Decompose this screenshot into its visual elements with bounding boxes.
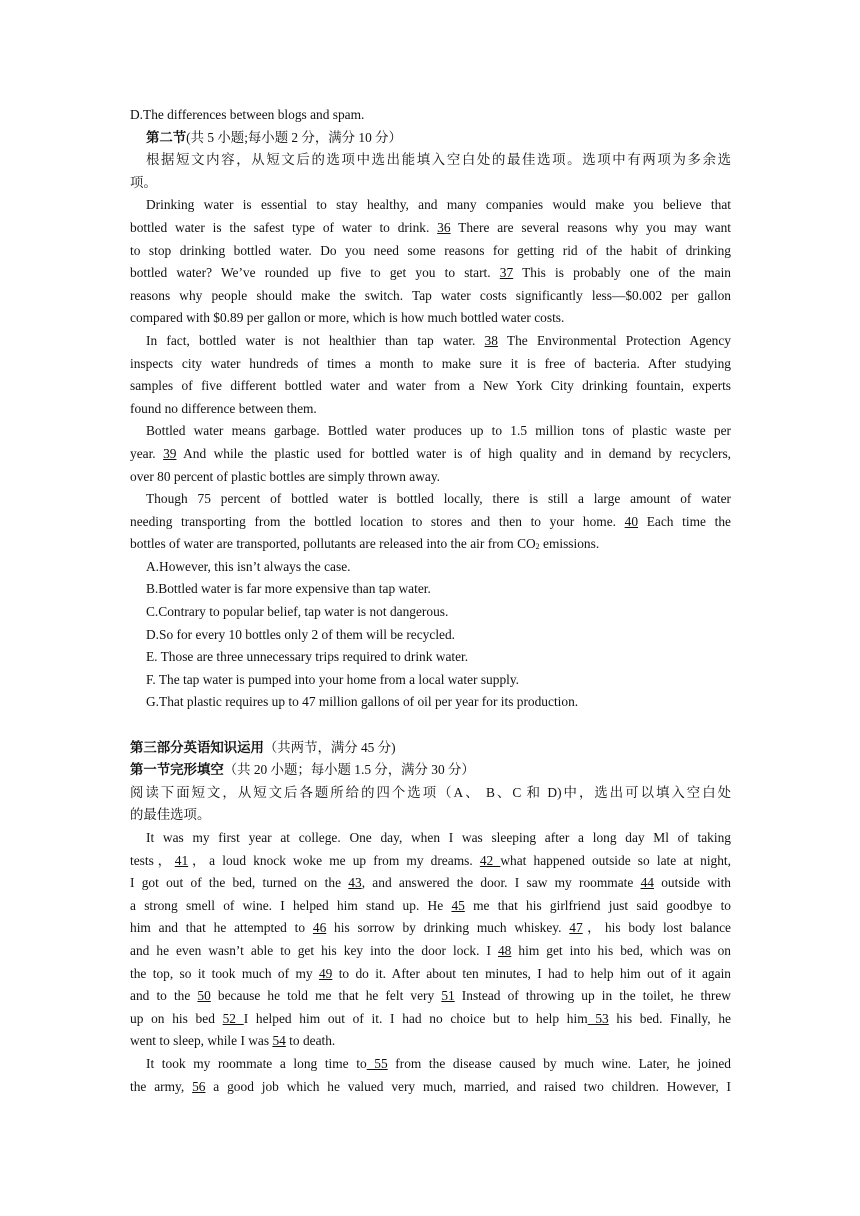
answer-option: G.That plastic requires up to 47 million gallons of oil per year for its production.	[146, 694, 579, 710]
section2-instruction-line2: 项。	[130, 174, 157, 190]
passage-text: I got out of the bed, turned on the	[130, 875, 349, 891]
passage-line	[130, 285, 731, 308]
passage-line	[130, 1008, 731, 1031]
section2-passage-last-line	[130, 533, 731, 556]
passage-text: me that his girlfriend just said goodbye to	[464, 897, 731, 913]
passage-text: In fact, bottled water is not healthier than tap water.	[146, 332, 485, 348]
passage-text: bottled water is the safest type of water to drink.	[130, 219, 438, 235]
passage-line	[130, 330, 731, 353]
passage-line	[130, 307, 731, 330]
passage-line	[130, 262, 731, 285]
passage-text: samples of five different bottled water and water from a New York City drinking fountain, experts	[130, 378, 731, 394]
passage-text: over 80 percent of plastic bottles are simply thrown away.	[130, 468, 440, 484]
part3-instruction-line2: 的最佳选项。	[130, 807, 211, 823]
passage-line	[130, 353, 731, 376]
blank-number: 50	[197, 988, 211, 1004]
blank-number: 52	[222, 1010, 244, 1026]
answer-option: D.So for every 10 bottles only 2 of them will be recycled.	[146, 626, 456, 642]
passage-line	[130, 1076, 731, 1099]
blank-number: 37	[499, 265, 514, 281]
passage-text: from the disease caused by much wine. Later, he joined	[387, 1055, 731, 1071]
passage-line	[130, 872, 731, 895]
section2-passage	[130, 194, 731, 533]
passage-text: Instead of throwing up in the toilet, he threw	[454, 988, 731, 1004]
prev-option-d: D.The differences between blogs and spam.	[130, 107, 365, 122]
passage-line	[130, 194, 731, 217]
section2-heading-bold: 第二节	[146, 129, 187, 145]
section2-options	[130, 556, 731, 714]
passage-line	[130, 420, 731, 443]
passage-line	[130, 850, 731, 873]
part3-instruction-line1: 阅读下面短文，从短文后各题所给的四个选项（A、 B、C 和 D)中，选出可以填入空白处	[130, 784, 731, 800]
section2-heading-rest: (共 5 小题;每小题 2 分，满分 10 分）	[186, 129, 402, 145]
passage-line	[130, 917, 731, 940]
blank-number: 47	[569, 920, 583, 936]
passage-text: went to sleep, while I was	[130, 1033, 273, 1049]
passage-line	[130, 1030, 731, 1053]
passage-text: to death.	[285, 1033, 336, 1049]
part3-subheading-rest: （共 20 小题；每小题 1.5 分，满分 30 分）	[223, 762, 475, 778]
section2-instruction-line1: 根据短文内容，从短文后的选项中选出能填入空白处的最佳选项。选项中有两项为多余选	[146, 152, 731, 168]
passage-text: the army,	[130, 1078, 193, 1094]
passage-text: inspects city water hundreds of times a month to make sure it is free of bacteria. After studying	[130, 355, 731, 371]
blank-number: 49	[318, 965, 333, 981]
blank-number: 55	[366, 1055, 388, 1071]
passage-text: There are several reasons why you may want	[450, 219, 731, 235]
passage-text: his sorrow by drinking much whiskey.	[326, 920, 570, 936]
passage-text: Bottled water means garbage. Bottled water produces up to 1.5 million tons of plastic waste per	[146, 423, 731, 439]
passage-text: Each time the	[638, 513, 732, 529]
passage-text: and he even wasn’t able to get his key into the door lock. I	[130, 942, 498, 958]
passage-line	[130, 1053, 731, 1076]
part3-heading	[130, 737, 731, 760]
passage-text: And while the plastic used for bottled water is of high quality and in demand by recyclers,	[176, 445, 731, 461]
passage-text: compared with $0.89 per gallon or more, which is how much bottled water costs.	[130, 310, 565, 326]
passage-text: what happened outside so late at night,	[500, 852, 731, 868]
passage-text: , and answered the door. I saw my roommate	[361, 875, 641, 891]
passage-text: a good job which he valued very much, married, and raised two children. However, I	[205, 1078, 731, 1094]
passage-text: him and that he attempted to	[130, 920, 313, 936]
section2-heading	[130, 127, 731, 150]
blank-number: 48	[497, 942, 512, 958]
blank-number: 53	[587, 1010, 609, 1026]
answer-option: A.However, this isn’t always the case.	[146, 558, 351, 574]
blank-number: 41	[174, 852, 189, 868]
answer-option: F. The tap water is pumped into your home from a local water supply.	[146, 671, 520, 687]
answer-option: C.Contrary to popular belief, tap water is not dangerous.	[146, 604, 449, 620]
blank-number: 38	[484, 332, 498, 348]
passage-text: outside with	[653, 875, 732, 891]
part3-heading-rest: （共两节，满分 45 分)	[263, 739, 396, 755]
passage-text: year.	[130, 445, 164, 461]
passage-text: because he told me that he felt very	[210, 988, 442, 1004]
passage-line	[130, 827, 731, 850]
blank-number: 36	[437, 219, 451, 235]
passage-line	[130, 398, 731, 421]
passage-text: ，his body lost balance	[582, 920, 731, 936]
passage-text: tests，	[130, 852, 175, 868]
blank-number: 46	[312, 920, 327, 936]
blank-number: 51	[441, 988, 455, 1004]
last-line-tail: emissions.	[539, 536, 600, 552]
last-line-text: bottles of water are transported, pollutants are released into the air from CO	[130, 536, 536, 552]
passage-line	[130, 985, 731, 1008]
spacer	[130, 714, 731, 737]
passage-line	[130, 963, 731, 986]
passage-text: up on his bed	[130, 1010, 223, 1026]
passage-line	[130, 443, 731, 466]
passage-line	[130, 240, 731, 263]
answer-option: B.Bottled water is far more expensive than tap water.	[146, 581, 431, 597]
blank-number: 40	[624, 513, 639, 529]
passage-text: the top, so it took much of my	[130, 965, 319, 981]
blank-number: 54	[272, 1033, 286, 1049]
blank-number: 44	[640, 875, 654, 891]
passage-text: This is probably one of the main	[513, 265, 731, 281]
passage-text: to stop drinking bottled water. Do you need some reasons for getting rid of the habit of drinking	[130, 242, 731, 258]
part3-passage	[130, 827, 731, 1098]
passage-text: Though 75 percent of bottled water is bottled locally, there is still a large amount of water	[146, 491, 731, 507]
passage-text: It took my roommate a long time to	[146, 1055, 367, 1071]
passage-line	[130, 375, 731, 398]
part3-subheading-bold: 第一节完形填空	[130, 762, 224, 778]
blank-number: 39	[163, 445, 177, 461]
passage-text: It was my first year at college. One day, when I was sleeping after a long day Ml of taking	[146, 830, 731, 845]
blank-number: 43	[348, 875, 362, 891]
passage-text: The Environmental Protection Agency	[497, 332, 731, 348]
passage-text: bottled water? We’ve rounded up five to get you to start.	[130, 265, 500, 281]
passage-text: Drinking water is essential to stay healthy, and many companies would make you believe that	[146, 197, 731, 213]
passage-text: to do it. After about ten minutes, I had to help him out of it again	[332, 965, 731, 981]
blank-number: 45	[451, 897, 465, 913]
passage-line	[130, 940, 731, 963]
passage-text: ，a loud knock woke me up from my dreams.	[188, 852, 480, 868]
passage-line	[130, 895, 731, 918]
document-page	[130, 104, 731, 1098]
passage-line	[130, 511, 731, 534]
co2-subscript: 2	[535, 542, 540, 552]
passage-text: found no difference between them.	[130, 400, 317, 416]
passage-line	[130, 217, 731, 240]
passage-text: him get into his bed, which was on	[511, 942, 731, 958]
passage-line	[130, 488, 731, 511]
blank-number: 56	[192, 1078, 206, 1094]
part3-subheading	[130, 759, 731, 782]
answer-option: E. Those are three unnecessary trips required to drink water.	[146, 649, 469, 665]
passage-text: a strong smell of wine. I helped him stand up. He	[130, 897, 452, 913]
blank-number: 42	[479, 852, 501, 868]
passage-text: and to the	[130, 988, 198, 1004]
passage-line	[130, 466, 731, 489]
passage-text: his bed. Finally, he	[608, 1010, 731, 1026]
passage-text: I helped him out of it. I had no choice but to help him	[243, 1010, 588, 1026]
passage-text: reasons why people should make the switch. Tap water costs significantly less—$0.002 per gallon	[130, 287, 731, 303]
part3-heading-bold: 第三部分英语知识运用	[130, 739, 264, 755]
passage-text: needing transporting from the bottled location to stores and then to your home.	[130, 513, 625, 529]
